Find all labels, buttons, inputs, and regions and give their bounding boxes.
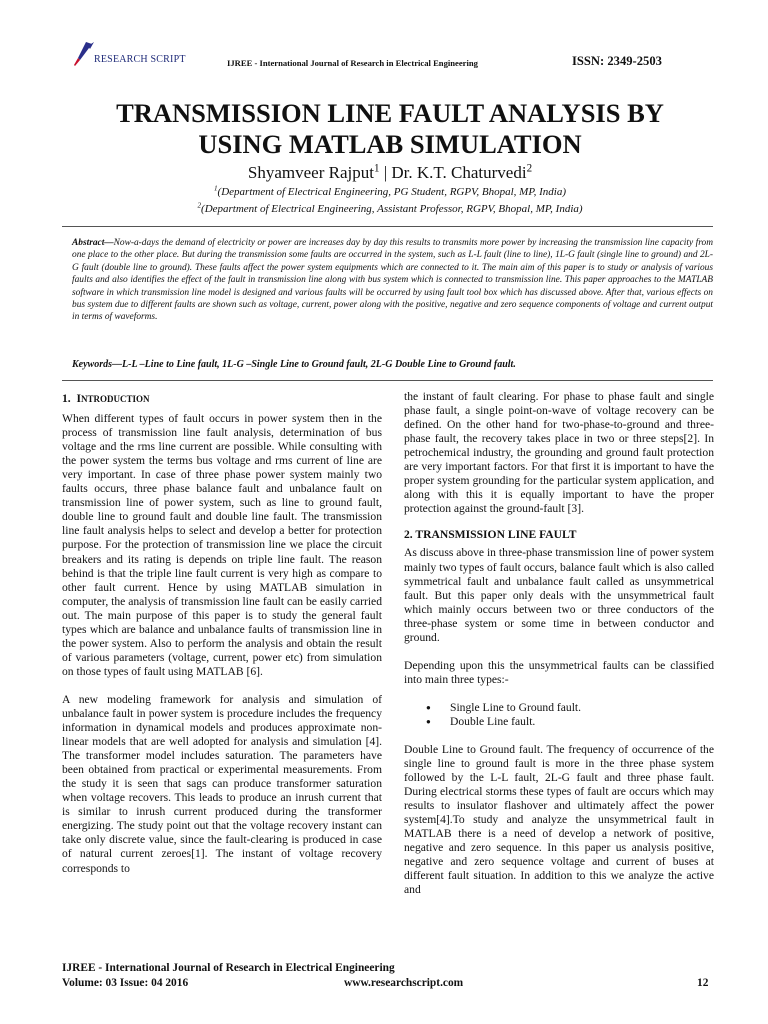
section-1-paragraph-3: the instant of fault clearing. For phase to phase fault and single phase fault, a single point-on-wave of voltage recovery can be defined. On the other hand for two-phase-to-ground and three-phase fault, the recovery takes place in two or three steps[2]. In petrochemical industry, the grounding and ground fault protection are very important factors. For that first it is important to have the proper system grounding for the particular system application, and along with this it is equally important to have the proper protection against the ground-fault [3].	[404, 390, 714, 516]
abstract	[72, 237, 713, 324]
affiliation-1	[60, 185, 720, 199]
section-2-paragraph-3: Double Line to Ground fault. The frequency of occurrence of the single line to ground fault is more in the three phase system followed by the L-L fault, 2L-G fault and three phase fault. During electrical storms these types of fault are occurs which may results to insulator flashover and ultimately affect the power system[4].To study and analyze the unsymmetrical fault in MATLAB there is a need of develop a network of positive, negative and zero sequence. In this paper us analysis positive, negative and zero sequence voltage and current of buses at different fault situation. In addition to this we analyze the active and	[404, 742, 714, 897]
logo-text: RESEARCH SCRIPT	[94, 54, 186, 65]
affiliation-2-text: (Department of Electrical Engineering, Assistant Professor, RGPV, Bhopal, MP, India)	[201, 203, 583, 215]
affiliation-1-text: (Department of Electrical Engineering, PG Student, RGPV, Bhopal, MP, India)	[217, 186, 567, 198]
affiliation-2-sup: 2	[197, 201, 202, 210]
title-line-2: USING MATLAB SIMULATION	[198, 129, 582, 159]
section-1-title-rest: NTRODUCTION	[81, 394, 150, 404]
author-2: Dr. K.T. Chaturvedi	[391, 163, 527, 182]
abstract-label: Abstract—	[72, 238, 114, 248]
footer-volume: Volume: 03 Issue: 04 2016	[62, 977, 189, 989]
section-1-paragraph-1: When different types of fault occurs in power system then in the process of transmission line fault analysis, determination of bus voltage and the rms line current are possible. While consulting with the power system the terms bus voltage and rms current of line are very important. In case of three phase power system mainly two faults occurs, three phase balance fault and unbalance fault on transmission line of power system, such as line to ground fault, double line to ground fault and double line fault. The transmission line fault analysis helps to select and develop a better for protection purpose. For the protection of transmission line we place the circuit breakers and its rating is depends on triple line fault. The reason behind is that the triple line fault current is very high as compare to other fault current. Hence by using MATLAB simulation in computer, the analysis of transmission line fault can be easily carried out. The main purpose of this paper is to study the general fault types which are balance and unbalance faults of transmission line in the power system. Also to perform the analysis and obtain the result of various parameters (voltage, current, power etc) from simulation on those types of fault using MATLAB [6].	[62, 412, 382, 678]
author-1: Shyamveer Rajput	[247, 163, 374, 182]
section-1-title-initial: I	[76, 392, 82, 405]
footer-url-link[interactable]: www.researchscript.com	[344, 977, 464, 989]
paper-title	[60, 98, 720, 160]
section-2-paragraph-2: Depending upon this the unsymmetrical faults can be classified into main three types:-	[404, 658, 714, 686]
journal-header: IJREE - International Journal of Research in Electrical Engineering	[227, 58, 478, 68]
divider-top	[62, 226, 713, 227]
page-number: 12	[697, 977, 709, 989]
author-2-sup: 2	[526, 162, 533, 175]
right-column	[404, 390, 714, 898]
footer-journal: IJREE - International Journal of Research in Electrical Engineering	[62, 962, 395, 974]
research-script-logo-icon	[72, 40, 96, 74]
fault-type-list	[404, 701, 714, 729]
section-2-heading: 2. TRANSMISSION LINE FAULT	[404, 528, 577, 542]
authors	[60, 163, 720, 183]
affiliation-1-sup: 1	[213, 184, 218, 193]
author-separator: |	[379, 163, 392, 182]
list-item: ● Double Line fault.	[404, 715, 714, 729]
section-2-paragraph-1: As discuss above in three-phase transmission line of power system mainly two types of fault occurs, balance fault which is also called symmetrical fault and unbalance fault called as unsymmetrical fault. But this paper only deals with the unsymmetrical fault which mainly occurs between two or three conductors of the three-phase system or some time in between conductor and ground.	[404, 546, 714, 644]
abstract-text: Now-a-days the demand of electricity or power are increases day by day this results to transmits more power by increasing the transmission line capacity from one place to the other place. But during the transmission some faults are occurred in the system, such as L-L fault (line to line), 1L-G fault (single line to ground) and 2L-G fault (double line to ground). These faults affect the power system equipments which are connected to it. The main aim of this paper is to study or analysis of various faults and also identifies the effect of the fault in transmission line along with bus system which is connected to transmission line. This paper approaches to the MATLAB software in which transmission line model is designed and various faults will be occurred by using fault tool box which has discussed above. After that, various effects on bus system due to different faults are shown such as voltage, current, power along with the positive, negative and zero sequence components of voltage and current output in terms of waveforms.	[72, 238, 713, 323]
affiliation-2	[60, 202, 720, 216]
title-line-1: TRANSMISSION LINE FAULT ANALYSIS BY	[116, 98, 664, 128]
left-column	[62, 390, 382, 876]
keywords: Keywords—L-L –Line to Line fault, 1L-G –Single Line to Ground fault, 2L-G Double Line to Ground fault.	[72, 359, 516, 370]
list-item: ● Single Line to Ground fault.	[404, 701, 714, 715]
journal-logo	[72, 40, 192, 80]
issn: ISSN: 2349-2503	[572, 54, 662, 68]
section-1-number: 1.	[62, 392, 71, 405]
section-1-paragraph-2: A new modeling framework for analysis and simulation of unbalance fault in power system is procedure includes the frequency information in dynamical models and produces approximate non-linear models that are well adopted for analysis and simulation [4]. The transformer model includes saturation. The parameters have been obtained from practical or experimental measurements. From the study it is seen that sags can produce transformer saturation when voltage recovers. This leads to produce an inrush current that is similar to inrush current produced during the transformer energizing. The study point out that the voltage recovery instant can take only discrete value, since the fault-clearing is produced in case of natural current zeroes[1]. The instant of voltage recovery corresponds to	[62, 692, 382, 875]
author-1-sup: 1	[373, 162, 380, 175]
section-1-heading	[62, 392, 382, 406]
divider-bottom	[62, 380, 713, 381]
